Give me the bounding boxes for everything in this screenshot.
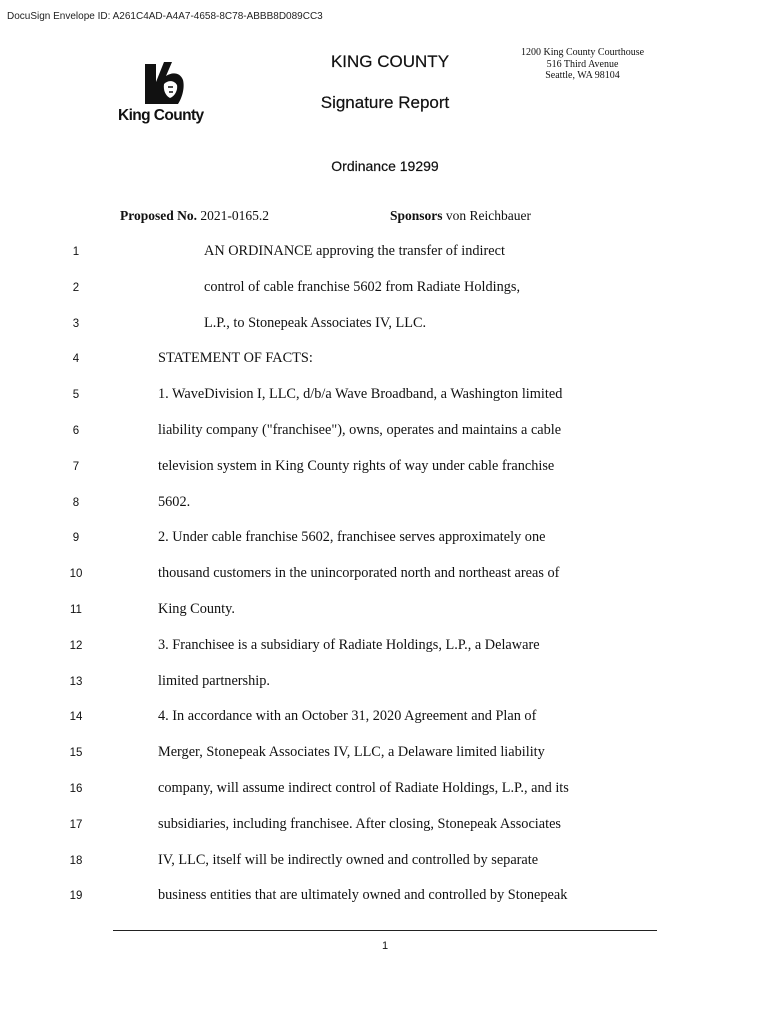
mlk-portrait-icon <box>142 58 186 104</box>
line-number: 11 <box>70 604 82 616</box>
line-number: 15 <box>69 747 83 760</box>
line-number: 4 <box>72 353 80 366</box>
ordinance-line <box>0 708 770 728</box>
line-number: 18 <box>69 854 83 867</box>
address-line: Seattle, WA 98104 <box>545 70 620 81</box>
ordinance-line <box>0 315 770 335</box>
page-number: 1 <box>381 940 389 952</box>
line-number: 8 <box>72 496 80 509</box>
line-number: 9 <box>72 532 80 545</box>
ordinance-line <box>0 816 770 836</box>
line-number: 13 <box>69 675 83 688</box>
ordinance-line <box>0 744 770 764</box>
line-text: Merger, Stonepeak Associates IV, LLC, a Delaware limited liability <box>158 744 545 761</box>
line-text: 3. Franchisee is a subsidiary of Radiate Holdings, L.P., a Delaware <box>158 636 540 653</box>
line-number: 6 <box>72 425 80 437</box>
address-line: 1200 King County Courthouse <box>520 47 645 58</box>
line-text: television system in King County rights of way under cable franchise <box>158 457 555 474</box>
ordinance-line <box>0 279 770 299</box>
line-text: liability company ("franchisee"), owns, operates and maintains a cable <box>158 422 562 438</box>
ordinance-line <box>0 637 770 657</box>
line-number: 17 <box>69 818 83 831</box>
line-number: 5 <box>72 389 80 402</box>
ordinance-line <box>0 494 770 514</box>
courthouse-address <box>505 47 660 82</box>
report-subtitle: Signature Report <box>320 93 450 112</box>
ordinance-line <box>0 673 770 693</box>
proposed-value: 2021-0165.2 <box>200 208 270 223</box>
king-county-logo <box>118 58 214 130</box>
sponsors <box>390 208 531 224</box>
ordinance-line <box>0 422 770 442</box>
line-text: 4. In accordance with an October 31, 2020 Agreement and Plan of <box>158 708 537 725</box>
line-text: 2. Under cable franchise 5602, franchisee serves approximately one <box>158 529 546 546</box>
line-text: AN ORDINANCE approving the transfer of indirect <box>204 243 505 259</box>
ordinance-line <box>0 887 770 907</box>
line-text: subsidiaries, including franchisee. After closing, Stonepeak Associates <box>158 815 562 832</box>
line-text: business entities that are ultimately owned and controlled by Stonepeak <box>158 887 568 904</box>
line-text: company, will assume indirect control of Radiate Holdings, L.P., and its <box>158 780 569 796</box>
ordinance-line <box>0 243 770 263</box>
line-number: 2 <box>72 281 80 294</box>
line-text: 1. WaveDivision I, LLC, d/b/a Wave Broadband, a Washington limited <box>158 386 563 403</box>
line-number: 7 <box>72 460 80 473</box>
line-text: control of cable franchise 5602 from Radiate Holdings, <box>204 278 521 295</box>
line-number: 12 <box>69 639 83 652</box>
line-text: limited partnership. <box>158 672 270 689</box>
proposed-label: Proposed No. <box>120 208 198 223</box>
ordinance-line <box>0 458 770 478</box>
sponsors-label: Sponsors <box>390 208 443 223</box>
logo-wordmark: King County <box>118 107 204 124</box>
ordinance-line <box>0 601 770 621</box>
ordinance-line <box>0 529 770 549</box>
line-number: 14 <box>69 711 83 724</box>
line-text: STATEMENT OF FACTS: <box>158 350 313 367</box>
ordinance-line <box>0 565 770 585</box>
line-text: L.P., to Stonepeak Associates IV, LLC. <box>204 314 427 331</box>
page-title: KING COUNTY <box>330 52 450 71</box>
line-text: thousand customers in the unincorporated north and northeast areas of <box>158 565 560 582</box>
footer-divider <box>113 930 657 931</box>
line-number: 16 <box>69 783 83 795</box>
line-text: IV, LLC, itself will be indirectly owned and controlled by separate <box>158 851 539 868</box>
proposed-number <box>120 208 269 224</box>
line-number: 10 <box>69 568 83 581</box>
line-number: 19 <box>69 890 83 903</box>
ordinance-line <box>0 852 770 872</box>
line-number: 1 <box>72 246 80 258</box>
ordinance-number: Ordinance 19299 <box>331 158 439 174</box>
address-line: 516 Third Avenue <box>546 58 619 70</box>
ordinance-line <box>0 350 770 370</box>
line-text: 5602. <box>158 493 191 510</box>
ordinance-line <box>0 386 770 406</box>
sponsors-value: von Reichbauer <box>445 208 531 223</box>
line-number: 3 <box>72 317 80 330</box>
ordinance-line <box>0 780 770 800</box>
envelope-id: DocuSign Envelope ID: A261C4AD-A4A7-4658-8C78-ABBB8D089CC3 <box>7 11 323 22</box>
line-text: King County. <box>158 601 235 617</box>
